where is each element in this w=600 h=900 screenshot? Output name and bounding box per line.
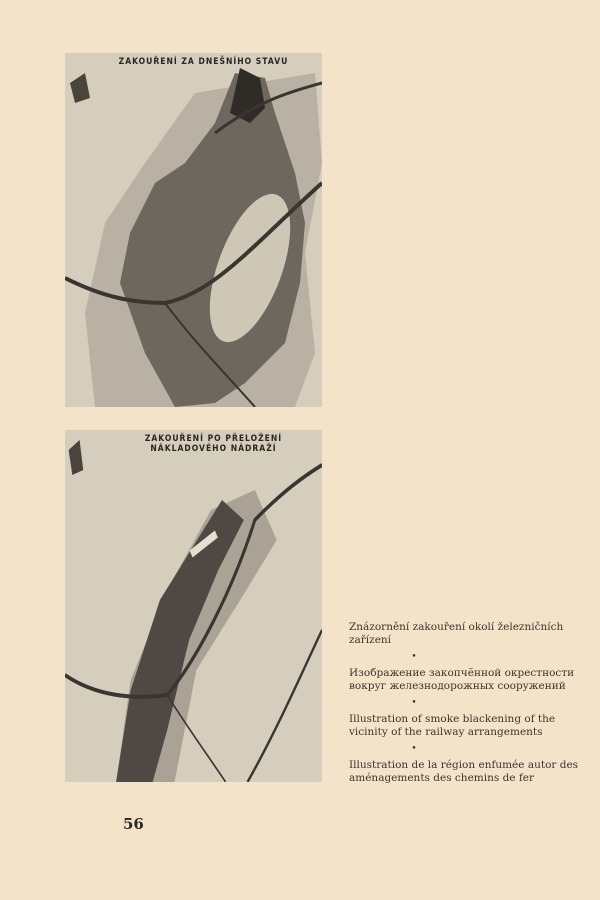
map-illustration-after bbox=[65, 430, 322, 782]
caption-czech: Znázornění zakouření okolí železničních zařízení bbox=[349, 621, 564, 646]
map-title: ZAKOUŘENÍ ZA DNEŠNÍHO STAVU bbox=[118, 57, 289, 67]
smoke-map-current-state bbox=[65, 53, 322, 407]
figure-captions bbox=[349, 621, 579, 785]
separator-bullet: • bbox=[411, 744, 417, 754]
smoke-map-after-relocation bbox=[65, 430, 322, 782]
map-title: ZAKOUŘENÍ PO PŘELOŽENÍ NÁKLADOVÉHO NÁDRAŽÍ bbox=[144, 434, 283, 454]
page-number: 56 bbox=[123, 815, 144, 833]
separator-bullet: • bbox=[411, 652, 417, 662]
caption-english: Illustration of smoke blackening of the vicinity of the railway arrangements bbox=[349, 713, 556, 738]
caption-russian: Изображение закопчённой окрестности вокруг железнодорожных сооружений bbox=[349, 667, 575, 692]
separator-bullet: • bbox=[411, 698, 417, 708]
caption-french: Illustration de la région enfumée autor des aménagements des chemins de fer bbox=[349, 759, 579, 784]
map-illustration-current bbox=[65, 53, 322, 407]
